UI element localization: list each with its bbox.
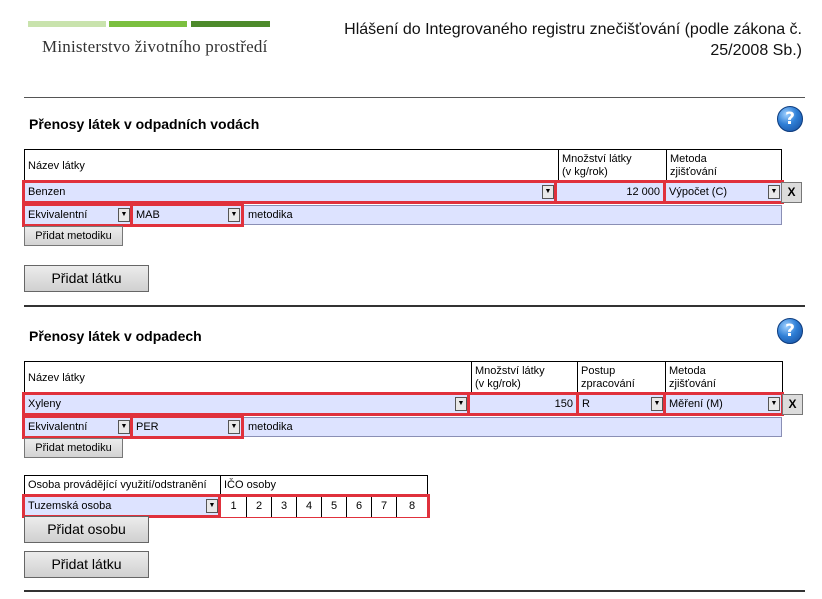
col-processing: [577, 362, 665, 393]
add-substance-button[interactable]: Přidat látku: [24, 551, 149, 578]
add-substance-button[interactable]: Přidat látku: [24, 265, 149, 292]
col-processing-l2: zpracování: [581, 378, 635, 390]
add-method-button[interactable]: Přidat metodiku: [24, 226, 123, 246]
chevron-down-icon[interactable]: ▼: [651, 397, 663, 411]
ministry-logo-bars: [28, 21, 270, 27]
col-amount-l2: (v kg/rok): [562, 166, 608, 178]
col-processing-l1: Postup: [581, 365, 616, 377]
col-method: [665, 362, 783, 393]
remove-row-button[interactable]: X: [781, 182, 802, 203]
method-label: metodika: [242, 205, 782, 225]
person-type-select[interactable]: [24, 496, 220, 516]
add-method-button[interactable]: Přidat metodiku: [24, 438, 123, 458]
section-title-water: Přenosy látek v odpadních vodách: [29, 116, 260, 132]
substance-value: Benzen: [28, 186, 66, 198]
waste-table-header: [24, 361, 783, 394]
ico-digit-8[interactable]: 8: [396, 497, 427, 517]
col-amount: [558, 150, 666, 181]
ministry-name: Ministerstvo životního prostředí: [42, 37, 268, 56]
chevron-down-icon[interactable]: ▼: [768, 185, 780, 199]
col-ico: IČO osoby: [220, 476, 428, 495]
col-amount: [471, 362, 577, 393]
chevron-down-icon[interactable]: ▼: [228, 420, 240, 434]
method-type-value: Ekvivalentní: [28, 209, 88, 221]
col-method-l2: zjišťování: [670, 166, 717, 178]
ico-digit-5[interactable]: 5: [321, 497, 346, 517]
question-icon[interactable]: ?: [777, 318, 803, 344]
chevron-down-icon[interactable]: ▼: [228, 208, 240, 222]
ico-digit-3[interactable]: 3: [271, 497, 296, 517]
method-type-select[interactable]: [24, 417, 132, 437]
method-select[interactable]: [665, 182, 782, 202]
method-type-value: Ekvivalentní: [28, 421, 88, 433]
method-select[interactable]: [665, 394, 782, 414]
logo-bar-light: [28, 21, 106, 27]
col-substance: Název látky: [28, 160, 85, 172]
chevron-down-icon[interactable]: ▼: [206, 499, 218, 513]
divider: [24, 590, 805, 592]
page-title: [312, 19, 802, 61]
logo-bar-mid: [109, 21, 187, 27]
substance-select[interactable]: [24, 182, 556, 202]
chevron-down-icon[interactable]: ▼: [768, 397, 780, 411]
col-method-l1: Metoda: [670, 153, 707, 165]
divider: [24, 305, 805, 307]
col-method-l1: Metoda: [669, 365, 706, 377]
ico-digit-7[interactable]: 7: [371, 497, 396, 517]
amount-input[interactable]: 150: [469, 394, 578, 414]
processing-select[interactable]: [578, 394, 665, 414]
method-value: Měření (M): [669, 398, 723, 410]
col-amount-l1: Množství látky: [475, 365, 545, 377]
method-code-value: PER: [136, 421, 159, 433]
ico-digit-2[interactable]: 2: [246, 497, 271, 517]
page-title-line1: Hlášení do Integrovaného registru znečišťování (podle zákona č.: [344, 21, 802, 38]
chevron-down-icon[interactable]: ▼: [542, 185, 554, 199]
substance-value: Xyleny: [28, 398, 62, 410]
person-type-value: Tuzemská osoba: [28, 500, 112, 512]
processing-value: R: [582, 398, 590, 410]
col-method-l2: zjišťování: [669, 378, 716, 390]
method-code-value: MAB: [136, 209, 160, 221]
ico-digit-4[interactable]: 4: [296, 497, 321, 517]
logo-bar-dark: [191, 21, 270, 27]
method-code-select[interactable]: [132, 417, 242, 437]
page-title-line2: 25/2008 Sb.): [710, 42, 802, 59]
add-person-button[interactable]: Přidat osobu: [24, 516, 149, 543]
method-label: metodika: [242, 417, 782, 437]
amount-input[interactable]: 12 000: [556, 182, 665, 202]
remove-row-button[interactable]: X: [782, 394, 803, 415]
chevron-down-icon[interactable]: ▼: [118, 420, 130, 434]
method-code-select[interactable]: [132, 205, 242, 225]
ico-digit-1[interactable]: 1: [221, 497, 246, 517]
chevron-down-icon[interactable]: ▼: [455, 397, 467, 411]
ico-digit-6[interactable]: 6: [346, 497, 371, 517]
method-value: Výpočet (C): [669, 186, 728, 198]
substance-select[interactable]: [24, 394, 469, 414]
chevron-down-icon[interactable]: ▼: [118, 208, 130, 222]
person-table-header: [24, 475, 428, 496]
col-method: [666, 150, 782, 181]
ico-input-group: [220, 496, 428, 516]
divider: [24, 97, 805, 98]
col-amount-l1: Množství látky: [562, 153, 632, 165]
water-table-header: [24, 149, 782, 182]
col-substance: Název látky: [28, 372, 85, 384]
col-person: Osoba provádějící využití/odstranění: [28, 479, 207, 491]
method-type-select[interactable]: [24, 205, 132, 225]
question-icon[interactable]: ?: [777, 106, 803, 132]
section-title-waste: Přenosy látek v odpadech: [29, 328, 202, 344]
col-amount-l2: (v kg/rok): [475, 378, 521, 390]
